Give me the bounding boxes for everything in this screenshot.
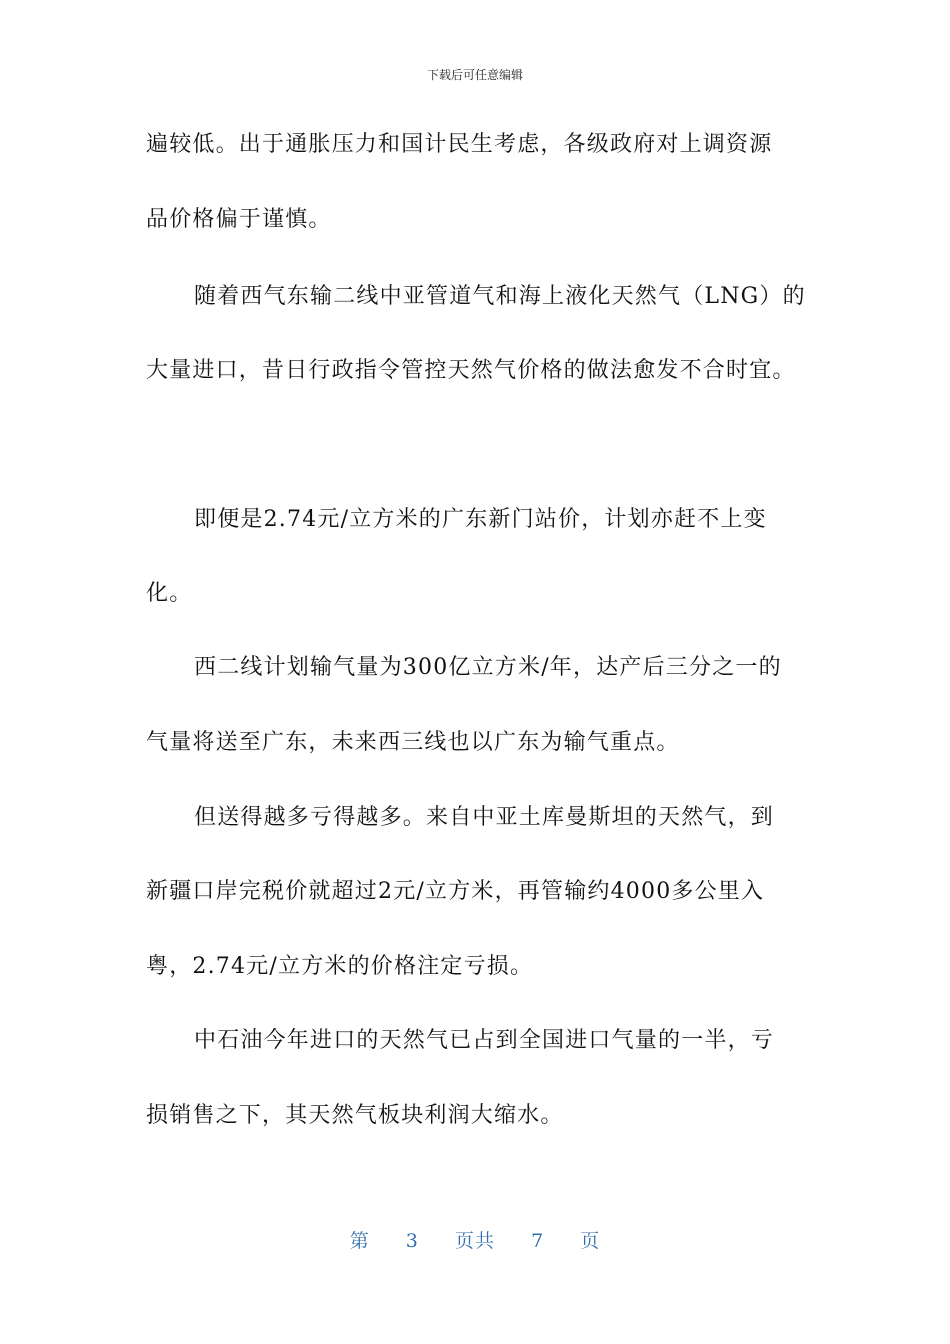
page-header: 下载后可任意编辑 (426, 68, 523, 82)
footer-suffix: 页 (580, 1230, 601, 1252)
body-line: 品价格偏于谨慎。 (146, 207, 332, 232)
body-line: 中石油今年进口的天然气已占到全国进口气量的一半，亏 (194, 1028, 775, 1053)
body-line: 化。 (146, 581, 193, 606)
body-line: 西二线计划输气量为300亿立方米/年，达产后三分之一的 (194, 655, 782, 680)
body-line: 即便是2.74元/立方米的广东新门站价，计划亦赶不上变 (194, 507, 767, 532)
footer-total-pages: 7 (531, 1230, 545, 1252)
body-line: 气量将送至广东，未来西三线也以广东为输气重点。 (146, 730, 680, 755)
body-line: 新疆口岸完税价就超过2元/立方米，再管输约4000多公里入 (146, 879, 765, 904)
footer-middle: 页共 (454, 1230, 495, 1252)
body-line: 粤，2.74元/立方米的价格注定亏损。 (146, 954, 534, 979)
body-line: 大量进口，昔日行政指令管控天然气价格的做法愈发不合时宜。 (146, 358, 796, 383)
footer-prefix: 第 (349, 1230, 370, 1252)
body-line: 损销售之下，其天然气板块利润大缩水。 (146, 1103, 564, 1128)
body-line: 随着西气东输二线中亚管道气和海上液化天然气（LNG）的 (194, 284, 806, 309)
page-footer (0, 1226, 950, 1253)
body-line: 遍较低。出于通胀压力和国计民生考虑，各级政府对上调资源 (146, 132, 773, 157)
body-line: 但送得越多亏得越多。来自中亚土库曼斯坦的天然气，到 (194, 805, 775, 830)
footer-page-number: 3 (405, 1230, 419, 1252)
